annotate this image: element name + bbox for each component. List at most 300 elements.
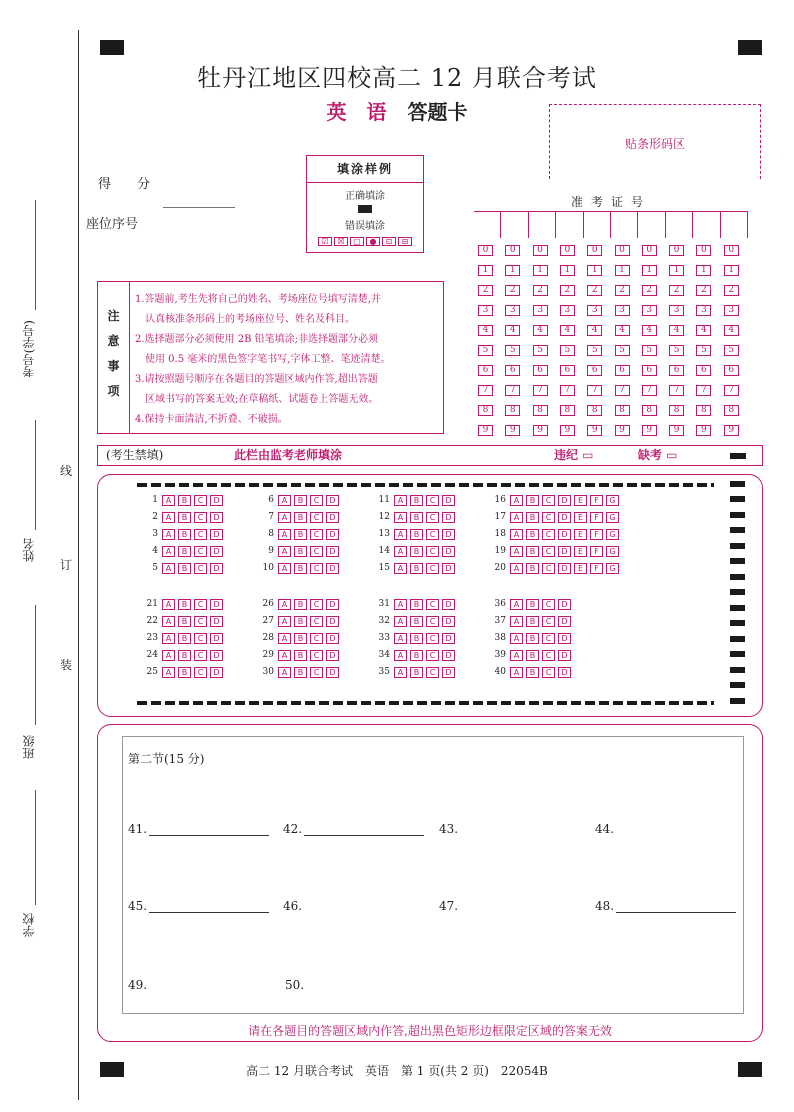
option-bubble-b[interactable]: B [294, 667, 307, 678]
option-bubble-d[interactable]: D [326, 563, 339, 574]
answer-44[interactable] [595, 822, 614, 836]
option-bubble-a[interactable]: A [278, 599, 291, 610]
option-bubble-d[interactable]: D [210, 616, 223, 627]
option-bubble-c[interactable]: C [194, 495, 207, 506]
option-bubble-b[interactable]: B [526, 512, 539, 523]
option-bubble-d[interactable]: D [326, 529, 339, 540]
option-bubble-d[interactable]: D [442, 512, 455, 523]
option-bubble-f[interactable]: F [590, 563, 603, 574]
digit-bubble[interactable]: 4 [505, 325, 520, 336]
option-bubble-d[interactable]: D [210, 633, 223, 644]
option-bubble-d[interactable]: D [558, 512, 571, 523]
digit-bubble[interactable]: 3 [505, 305, 520, 316]
option-bubble-b[interactable]: B [410, 495, 423, 506]
option-bubble-c[interactable]: C [542, 546, 555, 557]
option-bubble-a[interactable]: A [510, 546, 523, 557]
side-exam-no-line[interactable] [35, 200, 36, 310]
answer-48[interactable] [595, 899, 736, 913]
option-bubble-e[interactable]: E [574, 529, 587, 540]
option-bubble-a[interactable]: A [510, 512, 523, 523]
digit-bubble[interactable]: 2 [669, 285, 684, 296]
digit-bubble[interactable]: 5 [642, 345, 657, 356]
option-bubble-d[interactable]: D [558, 546, 571, 557]
option-bubble-a[interactable]: A [510, 650, 523, 661]
option-bubble-c[interactable]: C [310, 667, 323, 678]
digit-bubble[interactable]: 2 [587, 285, 602, 296]
option-bubble-b[interactable]: B [410, 650, 423, 661]
digit-bubble[interactable]: 3 [642, 305, 657, 316]
option-bubble-c[interactable]: C [310, 495, 323, 506]
option-bubble-c[interactable]: C [426, 599, 439, 610]
option-bubble-d[interactable]: D [326, 512, 339, 523]
digit-bubble[interactable]: 8 [615, 405, 630, 416]
digit-bubble[interactable]: 3 [615, 305, 630, 316]
exam-id-cell[interactable] [528, 212, 555, 238]
option-bubble-a[interactable]: A [510, 495, 523, 506]
option-bubble-b[interactable]: B [178, 599, 191, 610]
absent-bubble[interactable]: 缺考 ▭ [638, 448, 678, 462]
digit-bubble[interactable]: 7 [505, 385, 520, 396]
digit-bubble[interactable]: 7 [478, 385, 493, 396]
option-bubble-d[interactable]: D [442, 529, 455, 540]
option-bubble-a[interactable]: A [162, 529, 175, 540]
option-bubble-a[interactable]: A [394, 495, 407, 506]
option-bubble-b[interactable]: B [178, 495, 191, 506]
digit-bubble[interactable]: 7 [669, 385, 684, 396]
option-bubble-a[interactable]: A [278, 650, 291, 661]
digit-bubble[interactable]: 9 [533, 425, 548, 436]
option-bubble-a[interactable]: A [510, 616, 523, 627]
exam-id-cell[interactable] [500, 212, 527, 238]
option-bubble-d[interactable]: D [558, 633, 571, 644]
option-bubble-d[interactable]: D [326, 633, 339, 644]
digit-bubble[interactable]: 9 [696, 425, 711, 436]
option-bubble-c[interactable]: C [542, 667, 555, 678]
option-bubble-d[interactable]: D [558, 616, 571, 627]
option-bubble-a[interactable]: A [510, 633, 523, 644]
digit-bubble[interactable]: 1 [669, 265, 684, 276]
option-bubble-c[interactable]: C [542, 616, 555, 627]
option-bubble-c[interactable]: C [426, 667, 439, 678]
answer-41[interactable] [128, 822, 269, 836]
digit-bubble[interactable]: 8 [587, 405, 602, 416]
option-bubble-c[interactable]: C [542, 650, 555, 661]
digit-bubble[interactable]: 1 [724, 265, 739, 276]
option-bubble-a[interactable]: A [394, 650, 407, 661]
exam-id-cell[interactable] [692, 212, 719, 238]
digit-bubble[interactable]: 3 [560, 305, 575, 316]
option-bubble-g[interactable]: G [606, 512, 619, 523]
digit-bubble[interactable]: 8 [696, 405, 711, 416]
option-bubble-c[interactable]: C [426, 512, 439, 523]
option-bubble-a[interactable]: A [278, 546, 291, 557]
digit-bubble[interactable]: 3 [724, 305, 739, 316]
digit-bubble[interactable]: 2 [696, 285, 711, 296]
digit-bubble[interactable]: 4 [724, 325, 739, 336]
exam-id-cell[interactable] [637, 212, 664, 238]
option-bubble-b[interactable]: B [526, 616, 539, 627]
violation-bubble[interactable]: 违纪 ▭ [554, 448, 594, 462]
option-bubble-b[interactable]: B [294, 563, 307, 574]
digit-bubble[interactable]: 5 [696, 345, 711, 356]
option-bubble-c[interactable]: C [194, 667, 207, 678]
option-bubble-c[interactable]: C [310, 599, 323, 610]
digit-bubble[interactable]: 1 [587, 265, 602, 276]
option-bubble-b[interactable]: B [294, 599, 307, 610]
answer-line[interactable] [149, 824, 269, 836]
option-bubble-c[interactable]: C [194, 633, 207, 644]
digit-bubble[interactable]: 2 [533, 285, 548, 296]
option-bubble-a[interactable]: A [394, 599, 407, 610]
digit-bubble[interactable]: 2 [724, 285, 739, 296]
option-bubble-b[interactable]: B [178, 616, 191, 627]
option-bubble-c[interactable]: C [426, 495, 439, 506]
option-bubble-b[interactable]: B [526, 495, 539, 506]
option-bubble-c[interactable]: C [426, 633, 439, 644]
option-bubble-a[interactable]: A [278, 512, 291, 523]
digit-bubble[interactable]: 3 [533, 305, 548, 316]
option-bubble-d[interactable]: D [210, 563, 223, 574]
option-bubble-a[interactable]: A [162, 512, 175, 523]
option-bubble-c[interactable]: C [310, 529, 323, 540]
digit-bubble[interactable]: 3 [587, 305, 602, 316]
option-bubble-g[interactable]: G [606, 546, 619, 557]
digit-bubble[interactable]: 4 [642, 325, 657, 336]
option-bubble-b[interactable]: B [178, 546, 191, 557]
option-bubble-b[interactable]: B [294, 650, 307, 661]
digit-bubble[interactable]: 0 [478, 245, 493, 256]
option-bubble-d[interactable]: D [210, 512, 223, 523]
option-bubble-a[interactable]: A [278, 495, 291, 506]
digit-bubble[interactable]: 9 [724, 425, 739, 436]
digit-bubble[interactable]: 8 [724, 405, 739, 416]
digit-bubble[interactable]: 2 [642, 285, 657, 296]
option-bubble-c[interactable]: C [426, 563, 439, 574]
digit-bubble[interactable]: 8 [642, 405, 657, 416]
option-bubble-b[interactable]: B [410, 546, 423, 557]
option-bubble-a[interactable]: A [162, 633, 175, 644]
exam-id-cell[interactable] [610, 212, 637, 238]
digit-bubble[interactable]: 7 [560, 385, 575, 396]
option-bubble-d[interactable]: D [558, 529, 571, 540]
digit-bubble[interactable]: 5 [724, 345, 739, 356]
digit-bubble[interactable]: 5 [560, 345, 575, 356]
option-bubble-a[interactable]: A [394, 633, 407, 644]
option-bubble-d[interactable]: D [558, 667, 571, 678]
digit-bubble[interactable]: 6 [478, 365, 493, 376]
option-bubble-c[interactable]: C [426, 616, 439, 627]
option-bubble-b[interactable]: B [410, 599, 423, 610]
seat-input-line[interactable] [163, 207, 235, 208]
digit-bubble[interactable]: 8 [669, 405, 684, 416]
option-bubble-a[interactable]: A [278, 616, 291, 627]
option-bubble-a[interactable]: A [162, 495, 175, 506]
option-bubble-a[interactable]: A [394, 667, 407, 678]
option-bubble-d[interactable]: D [442, 546, 455, 557]
digit-bubble[interactable]: 4 [696, 325, 711, 336]
digit-bubble[interactable]: 7 [615, 385, 630, 396]
digit-bubble[interactable]: 2 [478, 285, 493, 296]
digit-bubble[interactable]: 1 [642, 265, 657, 276]
option-bubble-c[interactable]: C [310, 616, 323, 627]
answer-47[interactable] [439, 899, 458, 913]
side-name-line[interactable] [35, 420, 36, 530]
digit-bubble[interactable]: 6 [696, 365, 711, 376]
option-bubble-d[interactable]: D [442, 563, 455, 574]
answer-line[interactable] [149, 901, 269, 913]
digit-bubble[interactable]: 3 [669, 305, 684, 316]
digit-bubble[interactable]: 9 [560, 425, 575, 436]
option-bubble-b[interactable]: B [526, 529, 539, 540]
digit-bubble[interactable]: 6 [533, 365, 548, 376]
option-bubble-a[interactable]: A [162, 616, 175, 627]
option-bubble-a[interactable]: A [394, 563, 407, 574]
option-bubble-b[interactable]: B [294, 512, 307, 523]
digit-bubble[interactable]: 6 [724, 365, 739, 376]
option-bubble-e[interactable]: E [574, 563, 587, 574]
digit-bubble[interactable]: 7 [696, 385, 711, 396]
option-bubble-d[interactable]: D [442, 599, 455, 610]
option-bubble-c[interactable]: C [194, 650, 207, 661]
option-bubble-b[interactable]: B [410, 633, 423, 644]
option-bubble-a[interactable]: A [510, 599, 523, 610]
option-bubble-a[interactable]: A [394, 529, 407, 540]
option-bubble-c[interactable]: C [310, 546, 323, 557]
option-bubble-a[interactable]: A [394, 616, 407, 627]
option-bubble-c[interactable]: C [542, 512, 555, 523]
option-bubble-d[interactable]: D [442, 667, 455, 678]
exam-id-write-cells[interactable] [474, 211, 748, 238]
option-bubble-a[interactable]: A [510, 529, 523, 540]
option-bubble-a[interactable]: A [394, 546, 407, 557]
digit-bubble[interactable]: 0 [560, 245, 575, 256]
digit-bubble[interactable]: 7 [642, 385, 657, 396]
digit-bubble[interactable]: 6 [615, 365, 630, 376]
option-bubble-d[interactable]: D [210, 495, 223, 506]
option-bubble-f[interactable]: F [590, 546, 603, 557]
exam-id-cell[interactable] [474, 212, 500, 238]
option-bubble-d[interactable]: D [210, 599, 223, 610]
digit-bubble[interactable]: 5 [533, 345, 548, 356]
option-bubble-d[interactable]: D [326, 667, 339, 678]
option-bubble-c[interactable]: C [310, 563, 323, 574]
option-bubble-c[interactable]: C [310, 512, 323, 523]
digit-bubble[interactable]: 9 [642, 425, 657, 436]
option-bubble-b[interactable]: B [526, 667, 539, 678]
option-bubble-d[interactable]: D [210, 546, 223, 557]
option-bubble-d[interactable]: D [326, 599, 339, 610]
digit-bubble[interactable]: 4 [615, 325, 630, 336]
digit-bubble[interactable]: 1 [478, 265, 493, 276]
digit-bubble[interactable]: 0 [696, 245, 711, 256]
option-bubble-c[interactable]: C [194, 546, 207, 557]
digit-bubble[interactable]: 9 [615, 425, 630, 436]
digit-bubble[interactable]: 4 [669, 325, 684, 336]
digit-bubble[interactable]: 5 [587, 345, 602, 356]
answer-45[interactable] [128, 899, 269, 913]
option-bubble-b[interactable]: B [410, 616, 423, 627]
option-bubble-c[interactable]: C [310, 633, 323, 644]
option-bubble-a[interactable]: A [278, 563, 291, 574]
side-class-line[interactable] [35, 605, 36, 725]
option-bubble-d[interactable]: D [442, 495, 455, 506]
answer-42[interactable] [283, 822, 424, 836]
option-bubble-b[interactable]: B [410, 529, 423, 540]
option-bubble-d[interactable]: D [558, 599, 571, 610]
option-bubble-c[interactable]: C [542, 529, 555, 540]
option-bubble-b[interactable]: B [410, 563, 423, 574]
option-bubble-f[interactable]: F [590, 529, 603, 540]
answer-43[interactable] [439, 822, 458, 836]
option-bubble-d[interactable]: D [210, 667, 223, 678]
digit-bubble[interactable]: 6 [587, 365, 602, 376]
option-bubble-b[interactable]: B [178, 512, 191, 523]
option-bubble-a[interactable]: A [278, 633, 291, 644]
digit-bubble[interactable]: 8 [560, 405, 575, 416]
digit-bubble[interactable]: 1 [615, 265, 630, 276]
option-bubble-a[interactable]: A [162, 667, 175, 678]
digit-bubble[interactable]: 7 [587, 385, 602, 396]
digit-bubble[interactable]: 5 [478, 345, 493, 356]
digit-bubble[interactable]: 1 [696, 265, 711, 276]
option-bubble-c[interactable]: C [542, 495, 555, 506]
exam-id-cell[interactable] [720, 212, 747, 238]
digit-bubble[interactable]: 2 [615, 285, 630, 296]
option-bubble-g[interactable]: G [606, 563, 619, 574]
option-bubble-d[interactable]: D [326, 650, 339, 661]
option-bubble-c[interactable]: C [426, 546, 439, 557]
digit-bubble[interactable]: 5 [505, 345, 520, 356]
digit-bubble[interactable]: 9 [587, 425, 602, 436]
answer-line[interactable] [304, 824, 424, 836]
digit-bubble[interactable]: 9 [505, 425, 520, 436]
option-bubble-d[interactable]: D [326, 495, 339, 506]
option-bubble-c[interactable]: C [426, 650, 439, 661]
digit-bubble[interactable]: 9 [478, 425, 493, 436]
digit-bubble[interactable]: 8 [533, 405, 548, 416]
option-bubble-c[interactable]: C [310, 650, 323, 661]
digit-bubble[interactable]: 4 [587, 325, 602, 336]
digit-bubble[interactable]: 5 [669, 345, 684, 356]
digit-bubble[interactable]: 2 [505, 285, 520, 296]
side-school-line[interactable] [35, 790, 36, 905]
option-bubble-d[interactable]: D [326, 616, 339, 627]
digit-bubble[interactable]: 0 [642, 245, 657, 256]
option-bubble-d[interactable]: D [558, 495, 571, 506]
option-bubble-f[interactable]: F [590, 512, 603, 523]
option-bubble-c[interactable]: C [194, 529, 207, 540]
option-bubble-a[interactable]: A [510, 563, 523, 574]
answer-50[interactable] [285, 978, 304, 992]
option-bubble-a[interactable]: A [162, 563, 175, 574]
option-bubble-d[interactable]: D [442, 633, 455, 644]
option-bubble-g[interactable]: G [606, 529, 619, 540]
digit-bubble[interactable]: 3 [696, 305, 711, 316]
option-bubble-b[interactable]: B [294, 529, 307, 540]
option-bubble-d[interactable]: D [558, 563, 571, 574]
digit-bubble[interactable]: 6 [642, 365, 657, 376]
option-bubble-a[interactable]: A [162, 546, 175, 557]
exam-id-cell[interactable] [555, 212, 582, 238]
option-bubble-c[interactable]: C [194, 563, 207, 574]
option-bubble-g[interactable]: G [606, 495, 619, 506]
option-bubble-a[interactable]: A [394, 512, 407, 523]
option-bubble-b[interactable]: B [178, 563, 191, 574]
digit-bubble[interactable]: 4 [533, 325, 548, 336]
digit-bubble[interactable]: 0 [669, 245, 684, 256]
option-bubble-b[interactable]: B [526, 650, 539, 661]
option-bubble-b[interactable]: B [526, 633, 539, 644]
digit-bubble[interactable]: 4 [560, 325, 575, 336]
answer-46[interactable] [283, 899, 302, 913]
digit-bubble[interactable]: 0 [533, 245, 548, 256]
option-bubble-a[interactable]: A [510, 667, 523, 678]
barcode-area[interactable] [549, 104, 761, 179]
digit-bubble[interactable]: 0 [615, 245, 630, 256]
option-bubble-d[interactable]: D [326, 546, 339, 557]
digit-bubble[interactable]: 9 [669, 425, 684, 436]
option-bubble-d[interactable]: D [210, 529, 223, 540]
option-bubble-c[interactable]: C [542, 633, 555, 644]
option-bubble-c[interactable]: C [194, 599, 207, 610]
answer-49[interactable] [128, 978, 147, 992]
option-bubble-b[interactable]: B [178, 650, 191, 661]
option-bubble-e[interactable]: E [574, 546, 587, 557]
option-bubble-b[interactable]: B [178, 529, 191, 540]
option-bubble-a[interactable]: A [278, 667, 291, 678]
option-bubble-c[interactable]: C [542, 563, 555, 574]
digit-bubble[interactable]: 1 [533, 265, 548, 276]
digit-bubble[interactable]: 7 [724, 385, 739, 396]
digit-bubble[interactable]: 0 [587, 245, 602, 256]
option-bubble-b[interactable]: B [410, 512, 423, 523]
option-bubble-b[interactable]: B [178, 633, 191, 644]
option-bubble-d[interactable]: D [442, 650, 455, 661]
exam-id-cell[interactable] [583, 212, 610, 238]
digit-bubble[interactable]: 0 [724, 245, 739, 256]
option-bubble-b[interactable]: B [526, 599, 539, 610]
digit-bubble[interactable]: 1 [505, 265, 520, 276]
option-bubble-d[interactable]: D [558, 650, 571, 661]
option-bubble-c[interactable]: C [542, 599, 555, 610]
digit-bubble[interactable]: 6 [669, 365, 684, 376]
digit-bubble[interactable]: 8 [505, 405, 520, 416]
digit-bubble[interactable]: 6 [560, 365, 575, 376]
option-bubble-d[interactable]: D [210, 650, 223, 661]
option-bubble-b[interactable]: B [294, 495, 307, 506]
option-bubble-b[interactable]: B [526, 546, 539, 557]
option-bubble-b[interactable]: B [178, 667, 191, 678]
option-bubble-b[interactable]: B [526, 563, 539, 574]
option-bubble-a[interactable]: A [162, 650, 175, 661]
digit-bubble[interactable]: 5 [615, 345, 630, 356]
option-bubble-a[interactable]: A [162, 599, 175, 610]
option-bubble-c[interactable]: C [194, 512, 207, 523]
digit-bubble[interactable]: 7 [533, 385, 548, 396]
digit-bubble[interactable]: 3 [478, 305, 493, 316]
option-bubble-d[interactable]: D [442, 616, 455, 627]
option-bubble-b[interactable]: B [294, 616, 307, 627]
digit-bubble[interactable]: 4 [478, 325, 493, 336]
option-bubble-f[interactable]: F [590, 495, 603, 506]
digit-bubble[interactable]: 2 [560, 285, 575, 296]
option-bubble-c[interactable]: C [426, 529, 439, 540]
option-bubble-b[interactable]: B [294, 546, 307, 557]
option-bubble-e[interactable]: E [574, 512, 587, 523]
option-bubble-b[interactable]: B [410, 667, 423, 678]
option-bubble-b[interactable]: B [294, 633, 307, 644]
digit-bubble[interactable]: 0 [505, 245, 520, 256]
